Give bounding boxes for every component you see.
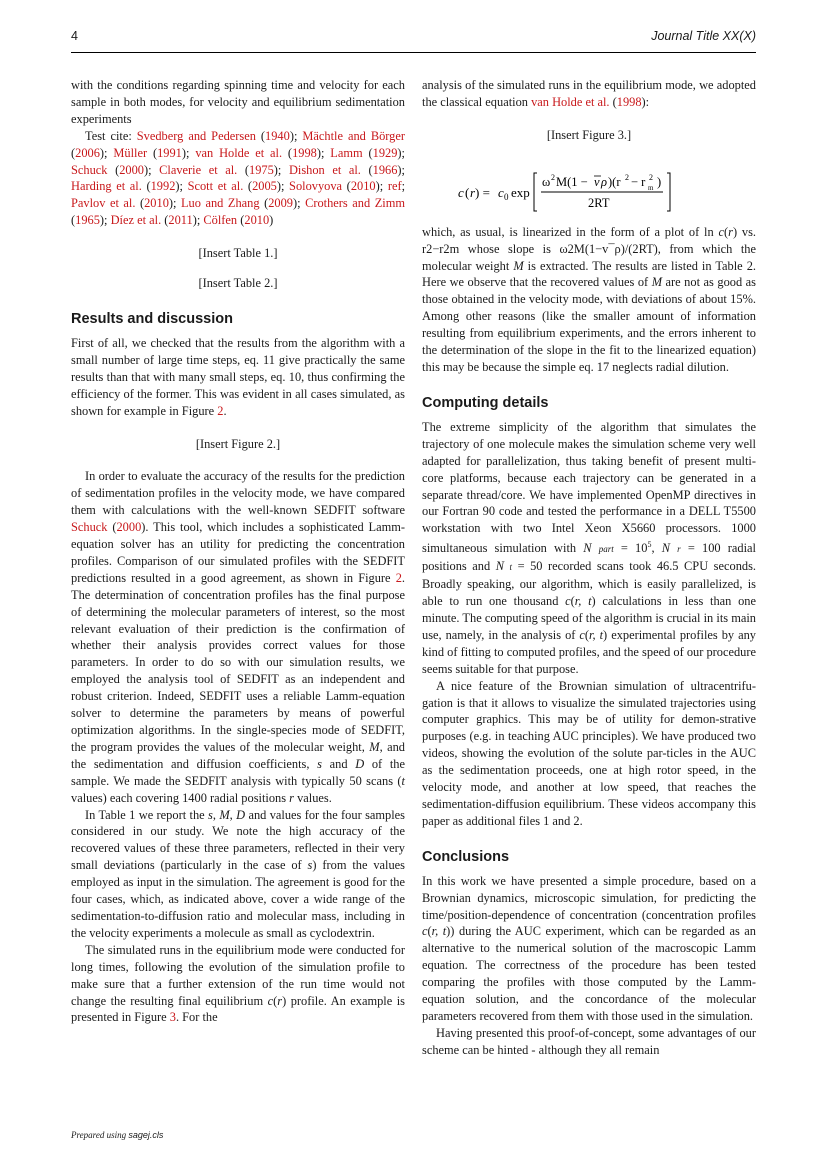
svg-text:ρ: ρ xyxy=(601,174,607,189)
citation-link[interactable]: 1975 xyxy=(249,162,274,177)
equation-graphic xyxy=(422,166,756,218)
citation-separator: ( xyxy=(342,179,351,194)
citation-link[interactable]: Schuck xyxy=(71,162,108,177)
footer-prepared-using: Prepared using sagej.cls xyxy=(71,1130,164,1140)
citation-link[interactable]: Pavlov et al. xyxy=(71,196,136,211)
citation-link[interactable]: 1991 xyxy=(157,145,182,160)
citation-separator: ( xyxy=(259,196,269,211)
svg-text:ω: ω xyxy=(542,174,551,189)
citation-separator: ; xyxy=(401,179,406,194)
citation-separator: ( xyxy=(71,145,76,160)
paragraph-having-presented: Having presented this proof-of-concept, some advantages of our scheme can be hinted - although they all remain xyxy=(422,1025,756,1057)
citation-link[interactable]: Cölfen xyxy=(203,213,238,228)
citation-link[interactable]: Dishon et al. xyxy=(288,162,361,177)
citation-link[interactable]: van Holde et al. xyxy=(195,145,283,160)
citation-link[interactable]: Schuck xyxy=(71,520,108,535)
citation-link[interactable]: 2005 xyxy=(252,179,277,194)
paragraph-conclusions: In this work we have presented a simple procedure, based on a Brownian dynamics, microscopic simulation, for predicting the time/position-dependence of concentration (concentration profiles c(r, t)) during the AUC experiment, which can be regarded as an alternative to the numerical solution of the macroscopic Lamm equation. The correctness of the procedure has been tested comparing the profiles with those computed by the Lamm-equation solution, and the concordance of the molecular parameters recovered from them with those used in the simulation. xyxy=(422,873,756,1023)
citation-separator: ); xyxy=(292,196,306,211)
citation-separator: ); xyxy=(175,179,188,194)
citation-separator: ) xyxy=(269,213,274,228)
citation-link[interactable]: Svedberg and Pedersen xyxy=(136,128,256,143)
citation-link[interactable]: Mächtle and Börger xyxy=(302,128,406,143)
svg-text:− r: − r xyxy=(631,174,646,189)
heading-conclusions: Conclusions xyxy=(422,848,510,865)
citation-separator: ( xyxy=(362,145,373,160)
citation-separator: ); xyxy=(273,162,289,177)
heading-computing: Computing details xyxy=(422,394,549,411)
svg-text:c: c xyxy=(458,184,464,200)
citation-separator: ); xyxy=(316,145,331,160)
citation-separator: ( xyxy=(237,162,249,177)
svg-text:r: r xyxy=(470,184,476,200)
citation-link[interactable]: Müller xyxy=(113,145,148,160)
citation-link[interactable]: Díez et al. xyxy=(110,213,162,228)
figure-link[interactable]: 2 xyxy=(395,570,402,585)
svg-text:exp: exp xyxy=(511,184,530,200)
citation-link[interactable]: 2010 xyxy=(244,213,270,228)
insert-figure-2: [Insert Figure 2.] xyxy=(195,436,281,451)
paragraph-simulated-runs: The simulated runs in the equilibrium mode were conducted for long times, following the evolution of the simulation profile to make sure that a further extension of the run time would not change the resulting final equilibrium c(r) profile. An example is presented in Figure 3. For the xyxy=(71,942,406,1025)
citation-link[interactable]: 1929 xyxy=(372,145,398,160)
citation-separator: ); xyxy=(143,162,160,177)
paragraph-evaluation: In order to evaluate the accuracy of the results for the prediction of sedimentation profiles in the velocity mode, we have compared them with calculations with the well-known SEDFIT software Schuck (2000). This tool, which includes a sophisticated Lamm-equation solver has an utility for predicting the concentration profiles. Comparison of our simulated profiles with the SEDFIT predictions resulted in a good agreement, as shown in Figure 2. The determination of concentration profiles has the final purpose of determining the molecular parameters of interest, so the most relevant evaluation of their prediction is the confirmation of whether their analysis provides correct values for those parameters. In order to do so with our simulation results, we employed the analysis tool of SEDFIT as an independent and robust criterion. Indeed, SEDFIT uses a reliable Lamm-equation solver to determine the parameters by means of powerful optimization algorithms. In the single-species mode of SEDFIT, the program provides the values of the molecular weight, M, and the sedimentation and diffusion coefficients, s and D of the sample. We made the SEDFIT analysis with typically 50 scans (t values) each covering 1400 radial positions r values. xyxy=(71,469,405,805)
paragraph-linearized: which, as usual, is linearized in the form of a plot of ln c(r) vs. r2−r2m whose slope is ω2M(1−v¯ρ)/(2RT), from which the molecular weight M is extracted. The results are listed in Table 2. Here we observe that the recovered values of M are not as good as those obtained in the velocity mode, with deviations of about 15%. Among other reasons (like the smaller amount of information resulting from equilibrium experiments, and the errors inherent to the determination of the slope in the fit to the linearized equation) this may be because the simple eq. 17 neglects radial dilution. xyxy=(422,224,756,374)
citation-separator: ( xyxy=(237,213,245,228)
citation-link[interactable]: Claverie et al. xyxy=(159,162,238,177)
paragraph-analysis: analysis of the simulated runs in the equilibrium mode, we adopted the classical equation van Holde et al. (1998): xyxy=(422,78,756,109)
citation-link[interactable]: 1992 xyxy=(150,179,176,194)
citation-separator: ( xyxy=(147,145,158,160)
citation-link[interactable]: Scott et al. xyxy=(187,179,244,194)
citation-separator: ( xyxy=(360,162,373,177)
citation-link[interactable]: 2011 xyxy=(168,213,193,228)
citation-year-link[interactable]: 2000 xyxy=(116,520,142,535)
paragraph-test-cite: Test cite: Svedberg and Pedersen (1940); Mächtle and Börger (2006); Müller (1991); van Holde et al. (1998); Lamm (1929); Schuck (2000); Claverie et al. (1975); Dishon et al. (1966); Harding et al. (1992); Scott et al. (2005); Solovyova (2010); ref; Pavlov et al. (2010); Luo and Zhang (2009); Crothers and Zimm (1965); Díez et al. (2011); Cölfen (2010) xyxy=(71,128,406,228)
citation-separator: ( xyxy=(135,196,145,211)
svg-text:2: 2 xyxy=(649,172,653,182)
svg-text:2: 2 xyxy=(625,172,629,182)
citation-link[interactable]: 1966 xyxy=(372,162,398,177)
citation-separator: ); xyxy=(181,145,196,160)
paragraph-results: First of all, we checked that the results from the algorithm with a small number of large time steps, eq. 11 give practically the same results than that with many small steps, eq. 10, thus confirming the efficiency of the former. This was evident in all cases simulated, as shown for example in Figure 2. xyxy=(71,335,405,418)
citation-separator: ); xyxy=(397,145,405,160)
paragraph-computing: The extreme simplicity of the algorithm that simulates the trajectory of one molecule makes the simulation scheme very well adapted for parallelization, thus taking benefit of present multi-core platforms, because each trajectory can be generated in a separate thread/core. We have implemented OpenMP directives in our Fortran 90 code and tested the performance in a DELL T5500 workstation with two Intel Xeon X5660 processors. 1000 simultaneous simulation with N part = $10^5$, N r = 100 radial positions and N t = 50 recorded scans took 46.5 CPU seconds. Broadly speaking, our algorithm, which is easily parallelized, is able to run one thousand c(r, t) calculations in less than one minute. The computing speed of the algorithm is crucial in its main use, namely, in the analysis of c(r, t) experimental profiles by any kind of fitting to computed profiles, and the speed of our procedure seems suitable for that purpose. xyxy=(422,419,757,676)
citation-link[interactable]: Crothers and Zimm xyxy=(305,196,405,211)
paragraph-brownian: A nice feature of the Brownian simulation of ultracentrifu-gation is that it allows to visualize the simulated trajectories using computer graphics. This may be of utility for demon-strative purposes (e.g. in teaching AUC principles). We have produced two videos, showing the evolution of the solute par-ticles in the AUC as the sedimentation proceeds, one at high rotor speed, in the velocity mode, and another at low speed, that reaches the sedimentation-diffusion equilibrium. These videos accompany this paper as additional files 1 and 2. xyxy=(422,678,756,828)
svg-text:2: 2 xyxy=(551,172,555,182)
citation-link[interactable]: 1998 xyxy=(292,145,317,160)
citation-link[interactable]: van Holde et al. xyxy=(531,94,610,109)
figure-link[interactable]: 3 xyxy=(169,1010,176,1025)
svg-text:(: ( xyxy=(465,184,470,200)
citation-link[interactable]: 1940 xyxy=(265,128,290,143)
citation-link[interactable]: 2006 xyxy=(75,145,100,160)
citation-link[interactable]: Solovyova xyxy=(289,179,343,194)
running-header xyxy=(71,29,756,51)
citation-separator: ); xyxy=(276,179,290,194)
citation-separator: ); xyxy=(375,179,388,194)
svg-text:): ) xyxy=(657,174,662,189)
citation-separator: ( xyxy=(161,213,169,228)
paragraph-conditions: with the conditions regarding spinning time and velocity for each sample in both modes, for velocity and equilibrium sedimentation experiments xyxy=(71,78,405,126)
insert-table-2: [Insert Table 2.] xyxy=(198,276,278,291)
citation-separator: ); xyxy=(289,128,303,143)
svg-text:v: v xyxy=(594,174,600,189)
citation-link[interactable]: 2010 xyxy=(350,179,376,194)
figure-link[interactable]: 2 xyxy=(217,403,224,418)
citation-separator: ); xyxy=(99,145,114,160)
insert-table-1: [Insert Table 1.] xyxy=(198,246,278,261)
citation-link[interactable]: Harding et al. xyxy=(71,179,142,194)
citation-separator: ); xyxy=(397,162,405,177)
right-column xyxy=(422,77,756,1059)
citation-list xyxy=(71,129,405,228)
citation-year-link[interactable]: 1998 xyxy=(616,94,642,109)
equilibrium-equation xyxy=(422,166,756,216)
citation-separator: ( xyxy=(141,179,151,194)
citation-separator: ); xyxy=(192,213,204,228)
citation-link[interactable]: ref xyxy=(387,179,402,194)
citation-separator: ( xyxy=(282,145,293,160)
page-number: 4 xyxy=(71,29,78,43)
citation-separator: ( xyxy=(255,128,266,143)
citation-link[interactable]: 2000 xyxy=(119,162,144,177)
svg-text:0: 0 xyxy=(504,191,509,202)
citation-link[interactable]: 2009 xyxy=(268,196,293,211)
citation-separator: ( xyxy=(243,179,253,194)
heading-results: Results and discussion xyxy=(71,310,233,327)
svg-text:2RT: 2RT xyxy=(588,195,610,210)
citation-link[interactable]: Lamm xyxy=(330,145,363,160)
citation-link[interactable]: 2010 xyxy=(144,196,169,211)
header-rule xyxy=(71,52,756,53)
svg-text:M(1 −: M(1 − xyxy=(556,174,588,189)
journal-title: Journal Title XX(X) xyxy=(651,29,756,43)
left-column xyxy=(71,77,405,1026)
citation-separator: ( xyxy=(71,213,76,228)
citation-link[interactable]: 1965 xyxy=(75,213,100,228)
paragraph-table1: In Table 1 we report the s, M, D and values for the four samples considered in our study. We note the high accuracy of the recovered values of these three parameters, reflected in their very small deviations (particularly in the case of s) from the values employed as input in the simulation. The agreement is good for the four cases, which, as indicated above, cover a wide range of the sedimentation-to-diffusion ratio and molecular mass, including in the velocity experiments a molecule as small as cyclodextrin. xyxy=(71,807,406,940)
svg-text:)(r: )(r xyxy=(608,174,621,189)
citation-separator: ); xyxy=(168,196,181,211)
citation-link[interactable]: Luo and Zhang xyxy=(180,196,260,211)
svg-text:c: c xyxy=(498,184,504,200)
citation-separator: ); xyxy=(99,213,111,228)
svg-text:) =: ) = xyxy=(475,184,490,200)
svg-text:m: m xyxy=(648,183,654,192)
insert-figure-3: [Insert Figure 3.] xyxy=(546,127,632,142)
citation-separator: ( xyxy=(107,162,120,177)
